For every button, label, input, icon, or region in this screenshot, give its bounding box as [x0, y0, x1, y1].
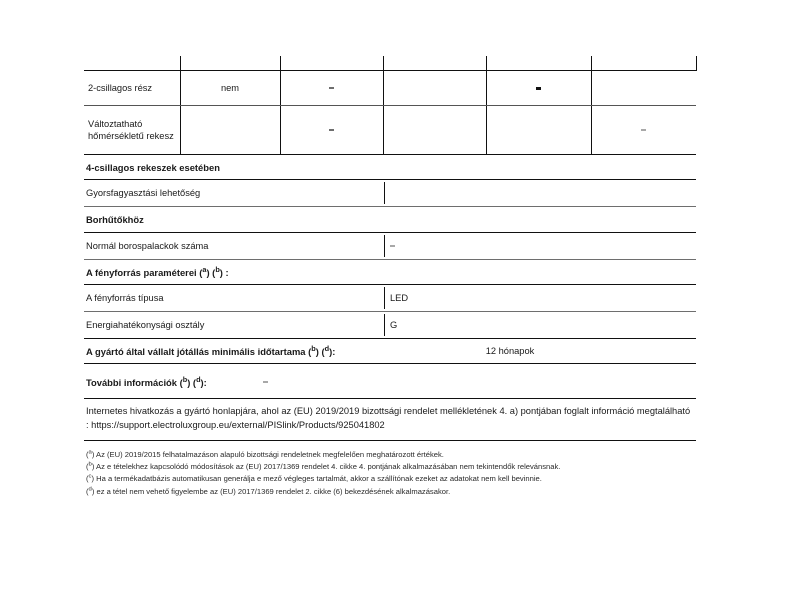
compartment-table [84, 56, 697, 155]
dash-mark [641, 129, 646, 131]
dash-mark [329, 129, 334, 131]
footnote-marker-d: d [88, 486, 92, 493]
row-label-two-star: 2-csillagos rész [84, 71, 180, 106]
section-heading-wine-cooler: Borhűtőkhöz [84, 207, 696, 232]
section-heading-four-star: 4-csillagos rekeszek esetében [84, 155, 696, 180]
footnote-ref-b: b [311, 343, 316, 353]
product-information-sheet [84, 56, 696, 498]
spacer-cell [383, 56, 486, 71]
manufacturer-website-reference: Internetes hivatkozás a gyártó honlapjára, ahol az (EU) 2019/2019 bizottsági rendelet mellékletének 4. a) pontjában foglalt információ megtalálható : https://support.electroluxgroup.eu/external/PISlink/Products/925041802 [84, 398, 696, 441]
value-fast-freeze [385, 187, 696, 199]
cell-variable-temp-col6 [591, 106, 696, 155]
cell-two-star-col2: nem [180, 71, 280, 106]
row-wine-bottles [84, 233, 696, 260]
cell-variable-temp-col4 [383, 106, 486, 155]
row-warranty [84, 339, 696, 364]
footnotes-block [84, 441, 696, 498]
footnote-marker-a: a [88, 449, 92, 456]
more-info-dash [263, 373, 268, 391]
cell-two-star-col6 [591, 71, 696, 106]
more-info-text-mid: ) ( [187, 376, 197, 388]
warranty-text-start: A gyártó által vállalt jótállás minimális időtartama ( [86, 345, 312, 357]
spacer-cell [486, 56, 591, 71]
more-info-label [86, 374, 207, 388]
more-info-text-start: További információk ( [86, 376, 183, 388]
section-heading-more-info [84, 364, 696, 398]
footnote-ref-d: d [196, 374, 201, 384]
row-energy-class [84, 312, 696, 339]
cell-variable-temp-col3 [280, 106, 383, 155]
spacer-cell [84, 56, 180, 71]
footnote-text-a: ) Az (EU) 2019/2015 felhatalmazáson alapuló bizottsági rendeletnek megfelelően meghatározott értékek. [91, 449, 444, 459]
spacer-cell [180, 56, 280, 71]
row-light-type [84, 285, 696, 312]
light-heading-text-mid: ) ( [206, 266, 216, 278]
cell-two-star-col5 [486, 71, 591, 106]
footnote-marker-c: c [88, 473, 92, 480]
table-row [84, 71, 696, 106]
dash-mark [390, 245, 395, 247]
value-wine-bottles [385, 235, 696, 257]
row-fast-freeze [84, 180, 696, 207]
footnote-c: ($^c$) Ha a termékadatbázis automatikusan generálja e mező végleges tartalmát, akkor a szállítónak ezeket az adatokat nem kell bevinnie. [86, 473, 542, 484]
value-energy-class: G [390, 319, 398, 330]
label-wine-bottles: Normál borospalackok száma [84, 235, 385, 257]
footnote-a: ($^a$) Az (EU) 2019/2015 felhatalmazáson alapuló bizottsági rendeletnek megfelelően meghatározott értékek. [86, 449, 444, 459]
label-light-type: A fényforrás típusa [84, 287, 385, 309]
footnote-text-b: ) Az e tételekhez kapcsolódó módosítások az (EU) 2017/1369 rendelet 4. cikke 4. pontjának alkalmazásában nem tekintendők relevánsnak. [91, 462, 561, 472]
cell-two-star-col4 [383, 71, 486, 106]
row-label-variable-temp: Változtatható hőmérsékletű rekesz [84, 106, 180, 155]
footnote-b: ($^b$) Az e tételekhez kapcsolódó módosítások az (EU) 2017/1369 rendelet 4. cikke 4. pontjának alkalmazásában nem tekintendők relevánsnak. [86, 461, 561, 472]
table-row [84, 56, 696, 71]
dash-mark [263, 381, 268, 383]
light-heading-text-start: A fényforrás paraméterei ( [86, 266, 203, 278]
cell-variable-temp-col5 [486, 106, 591, 155]
section-heading-light-source [84, 260, 696, 285]
label-energy-class: Energiahatékonysági osztály [84, 314, 385, 336]
dash-mark [329, 87, 334, 89]
cell-variable-temp-col2 [180, 106, 280, 155]
spacer-cell [591, 56, 696, 71]
footnote-text-c: ) Ha a termékadatbázis automatikusan generálja e mező végleges tartalmát, akkor a szállítónak ezeket az adatokat nem kell bevinnie. [91, 474, 542, 484]
dash-mark [536, 87, 541, 90]
footnote-ref-a: a [202, 264, 207, 274]
label-fast-freeze: Gyorsfagyasztási lehetőség [84, 182, 385, 204]
footnote-ref-d: d [324, 343, 330, 353]
light-heading-text-end: ) : [219, 266, 229, 278]
warranty-text-mid: ) ( [315, 345, 325, 357]
footnote-ref-b: b [215, 264, 220, 274]
footnote-text-d: ) ez a tétel nem vehető figyelembe az (EU) 2017/1369 rendelet 2. cikke (6) bekezdésének alkalmazásakor. [91, 486, 451, 496]
value-light-type: LED [390, 292, 409, 303]
label-warranty [86, 343, 386, 357]
spacer-cell [280, 56, 383, 71]
table-row [84, 106, 696, 155]
more-info-text-end: ): [200, 376, 207, 388]
footnote-d: ($^d$) ez a tétel nem vehető figyelembe az (EU) 2017/1369 rendelet 2. cikke (6) bekezdésének alkalmazásakor. [86, 486, 451, 496]
cell-two-star-col3 [280, 71, 383, 106]
footnote-marker-b: b [88, 461, 92, 468]
footnote-ref-b: b [182, 374, 188, 384]
value-warranty: 12 hónapok [485, 346, 535, 357]
warranty-text-end: ): [329, 345, 336, 357]
